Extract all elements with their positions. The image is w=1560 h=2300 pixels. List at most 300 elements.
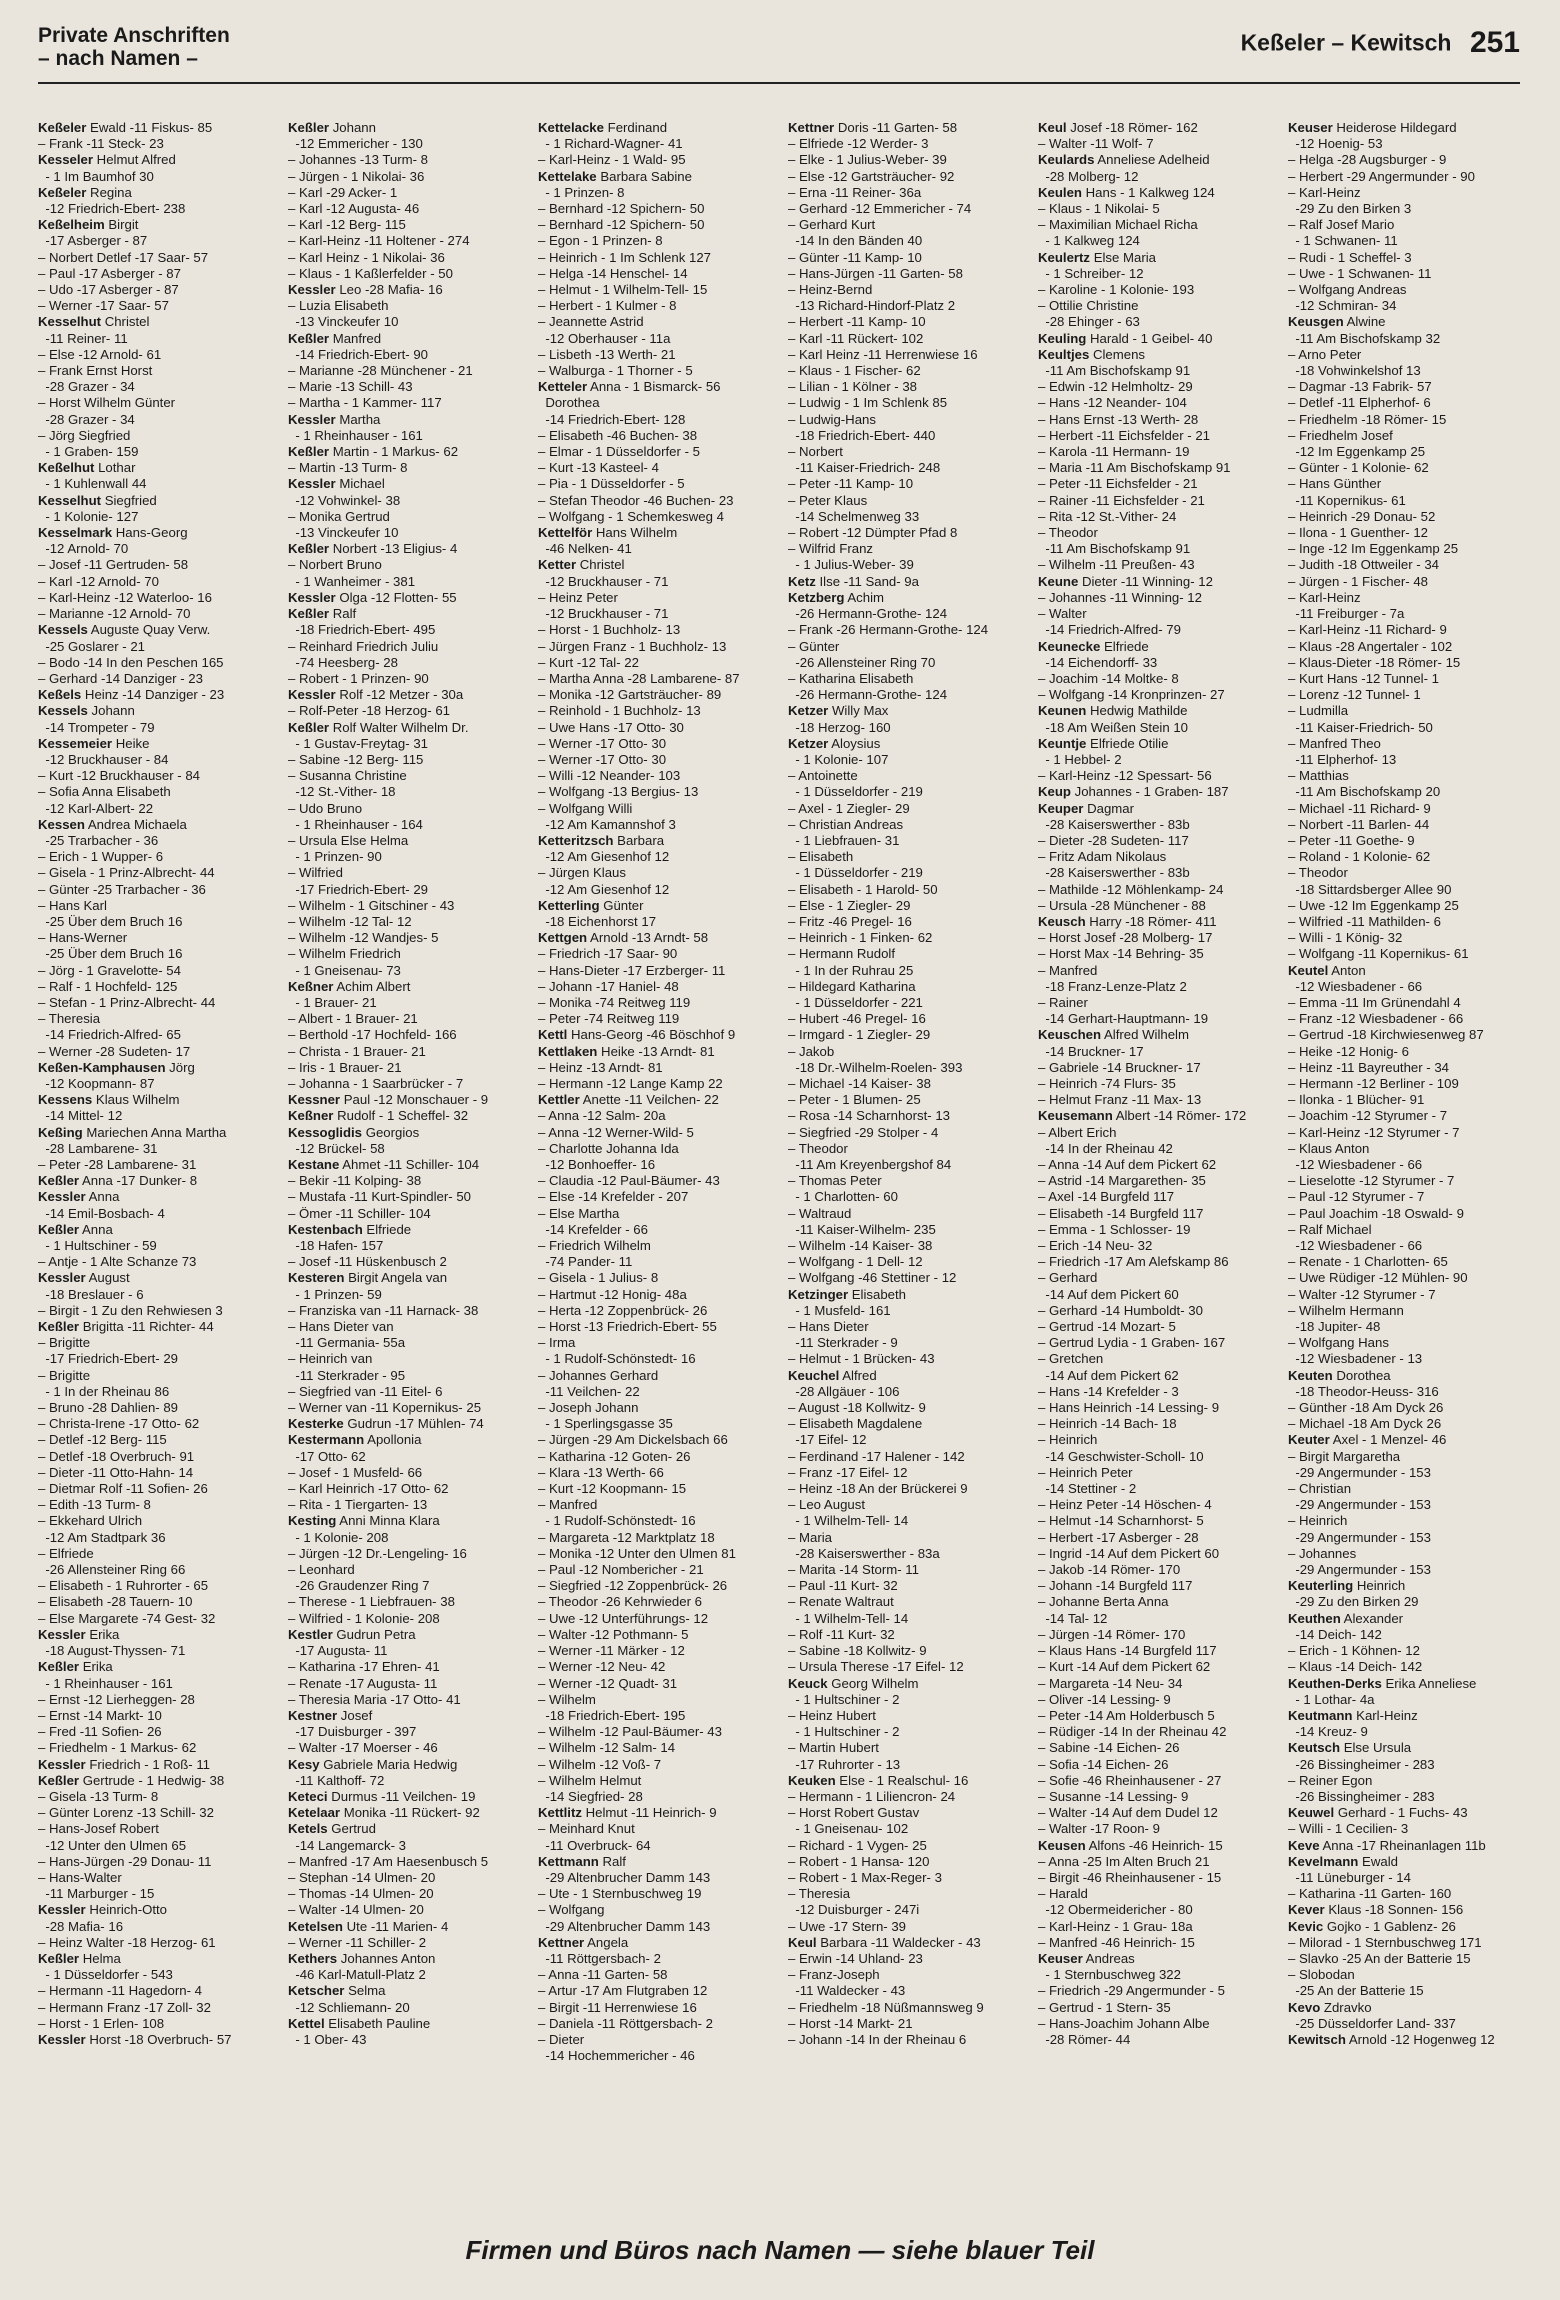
listing-entry — [538, 217, 770, 233]
listing-entry — [38, 152, 270, 168]
entry-text: Josef — [337, 1707, 373, 1723]
listing-entry — [1288, 1141, 1520, 1157]
listing-entry — [38, 1643, 270, 1659]
listing-entry — [1288, 1481, 1520, 1497]
entry-text: – Katharina -12 Goten- 26 — [538, 1448, 691, 1464]
listing-entry — [538, 1919, 770, 1935]
listing-entry — [288, 1141, 520, 1157]
entry-text: -74 Heesberg- 28 — [288, 654, 398, 670]
entry-text: – Rolf-Peter -18 Herzog- 61 — [288, 703, 450, 719]
listing-entry — [788, 233, 1020, 249]
listing-entry — [38, 784, 270, 800]
listing-entry — [788, 395, 1020, 411]
listing-entry — [538, 233, 770, 249]
entry-text: – Wilfried - 1 Kolonie- 208 — [288, 1610, 440, 1626]
listing-entry — [288, 979, 520, 995]
listing-entry — [788, 331, 1020, 347]
listing-entry — [288, 1368, 520, 1384]
listing-entry — [788, 849, 1020, 865]
entry-text: -46 Nelken- 41 — [538, 541, 632, 557]
listing-entry — [538, 363, 770, 379]
listing-entry — [1288, 2000, 1520, 2016]
listing-entry — [538, 752, 770, 768]
listing-entry — [1288, 1886, 1520, 1902]
listing-entry — [288, 379, 520, 395]
listing-entry — [288, 1546, 520, 1562]
listing-entry — [1288, 1789, 1520, 1805]
listing-entry — [38, 1027, 270, 1043]
listing-entry — [288, 1805, 520, 1821]
listing-entry — [538, 1303, 770, 1319]
entry-text: – Ekkehard Ulrich — [38, 1513, 143, 1529]
listing-entry — [538, 882, 770, 898]
surname: Ketter — [538, 557, 577, 573]
entry-text: – Anna -12 Werner-Wild- 5 — [538, 1124, 694, 1140]
listing-entry — [788, 1627, 1020, 1643]
surname: Keusen — [1038, 1837, 1086, 1853]
entry-text: – Friedhelm - 1 Markus- 62 — [38, 1740, 197, 1756]
listing-entry — [1038, 1384, 1270, 1400]
surname: Keuken — [788, 1772, 836, 1788]
entry-text: – Jürgen Klaus — [538, 865, 626, 881]
entry-text: – Werner -11 Märker - 12 — [538, 1643, 685, 1659]
listing-entry — [538, 671, 770, 687]
listing-entry — [538, 1270, 770, 1286]
listing-entry — [788, 1173, 1020, 1189]
entry-text: – Reinhard Friedrich Juliu — [288, 638, 439, 654]
listing-entry — [538, 1400, 770, 1416]
entry-text: – Hermann -12 Berliner - 109 — [1288, 1075, 1459, 1091]
entry-text: Heiderose Hildegard — [1332, 120, 1457, 135]
listing-entry — [538, 1983, 770, 1999]
listing-entry — [538, 1076, 770, 1092]
surname: Keuntje — [1038, 735, 1087, 751]
surname: Kessler — [288, 476, 336, 492]
listing-entry — [538, 1465, 770, 1481]
entry-text: – Sabine -18 Kollwitz- 9 — [788, 1643, 927, 1659]
listing-entry — [38, 136, 270, 152]
entry-text: Angela — [584, 1934, 629, 1950]
entry-text: – Hermann Franz -17 Zoll- 32 — [38, 1999, 211, 2015]
entry-text: -18 Theodor-Heuss- 316 — [1288, 1383, 1439, 1399]
listing-entry — [288, 1465, 520, 1481]
listing-entry — [1038, 1449, 1270, 1465]
listing-entry — [538, 2032, 770, 2048]
surname: Keßelheim — [38, 217, 105, 233]
entry-text: -26 Graudenzer Ring 7 — [288, 1578, 430, 1594]
entry-text: – Rolf -11 Kurt- 32 — [788, 1626, 895, 1642]
surname: Kessner — [288, 1092, 341, 1108]
listing-entry — [38, 1805, 270, 1821]
listing-entry — [538, 1562, 770, 1578]
listing-entry — [1038, 574, 1270, 590]
entry-text: – Renate - 1 Charlotten- 65 — [1288, 1254, 1448, 1270]
listing-entry — [788, 898, 1020, 914]
listing-entry — [788, 314, 1020, 330]
listing-entry — [788, 1692, 1020, 1708]
listing-entry — [288, 217, 520, 233]
listing-entry — [788, 1951, 1020, 1967]
entry-text: -18 Jupiter- 48 — [1288, 1319, 1381, 1335]
listing-entry — [788, 1416, 1020, 1432]
entry-text: – Werner -17 Saar- 57 — [38, 298, 169, 314]
entry-text: -29 Zu den Birken 29 — [1288, 1594, 1419, 1610]
listing-entry — [538, 1481, 770, 1497]
entry-text: -12 Schliemann- 20 — [288, 1999, 410, 2015]
entry-text: - 1 Im Baumhof 30 — [38, 168, 154, 184]
column-5 — [1038, 120, 1270, 2200]
entry-text: – Klaus -28 Angertaler - 102 — [1288, 638, 1453, 654]
entry-text: – Stefan - 1 Prinz-Albrecht- 44 — [38, 994, 216, 1010]
listing-entry — [538, 720, 770, 736]
listing-entry — [538, 1513, 770, 1529]
surname: Kestenbach — [288, 1221, 363, 1237]
listing-entry — [38, 1773, 270, 1789]
listing-entry — [788, 185, 1020, 201]
listing-entry — [1288, 557, 1520, 573]
entry-text: -29 Angermunder - 153 — [1288, 1562, 1431, 1578]
entry-text: – Manfred -17 Am Haesenbusch 5 — [288, 1853, 489, 1869]
entry-text: – Michael -14 Kaiser- 38 — [788, 1075, 931, 1091]
listing-entry — [788, 557, 1020, 573]
entry-text: – Horst Wilhelm Günter — [38, 395, 176, 411]
entry-text: – Heinrich — [1038, 1432, 1098, 1448]
entry-text: -25 Über dem Bruch 16 — [38, 913, 183, 929]
entry-text: – Friedhelm -18 Nüßmannsweg 9 — [788, 1999, 984, 2015]
surname: Kestane — [288, 1157, 340, 1172]
entry-text: Ralf — [598, 1853, 626, 1869]
entry-text: – Lisbeth -13 Werth- 21 — [538, 346, 676, 362]
listing-entry — [1288, 1027, 1520, 1043]
listing-entry — [1288, 784, 1520, 800]
entry-text: - 1 Kalkweg 124 — [1038, 233, 1140, 249]
surname: Kettelacke — [538, 120, 604, 135]
entry-text: Hans Wilhelm — [592, 525, 678, 541]
entry-text: – Rainer — [1038, 994, 1088, 1010]
entry-text: Dorothea — [538, 395, 600, 411]
listing-entry — [1288, 1821, 1520, 1837]
listing-entry — [788, 1011, 1020, 1027]
listing-entry — [538, 1530, 770, 1546]
listing-entry — [1288, 1238, 1520, 1254]
listing-entry — [788, 930, 1020, 946]
entry-text: - 1 Lothar- 4a — [1288, 1691, 1375, 1707]
listing-entry — [1038, 1546, 1270, 1562]
listing-entry — [38, 1141, 270, 1157]
listing-entry — [538, 801, 770, 817]
listing-entry — [38, 493, 270, 509]
surname: Kessler — [38, 2031, 86, 2047]
entry-text: – Johann -14 Burgfeld 117 — [1038, 1578, 1193, 1594]
entry-text: – Uwe -12 Unterführungs- 12 — [538, 1610, 709, 1626]
entry-text: – Uwe Rüdiger -12 Mühlen- 90 — [1288, 1270, 1468, 1286]
entry-text: – Ute - 1 Sternbuschweg 19 — [538, 1886, 702, 1902]
entry-text: – Joseph Johann — [538, 1400, 639, 1416]
listing-entry — [1288, 833, 1520, 849]
listing-entry — [38, 1676, 270, 1692]
entry-text: – Hans-Werner — [38, 930, 128, 946]
entry-text: – Walter -17 Moerser - 46 — [288, 1740, 438, 1756]
listing-entry — [288, 1335, 520, 1351]
header-range-block — [1241, 26, 1520, 60]
listing-entry — [1038, 1643, 1270, 1659]
entry-text: – Egon - 1 Prinzen- 8 — [538, 233, 663, 249]
listing-entry — [38, 2016, 270, 2032]
entry-text: Alfons -46 Heinrich- 15 — [1085, 1837, 1223, 1853]
entry-text: – Dietmar Rolf -11 Sofien- 26 — [38, 1481, 208, 1497]
surname: Keutmann — [1288, 1707, 1353, 1723]
entry-text: – Jakob — [788, 1043, 835, 1059]
entry-text: Johann — [87, 703, 135, 719]
listing-entry — [788, 768, 1020, 784]
surname: Keßler — [288, 541, 330, 557]
listing-entry — [38, 1465, 270, 1481]
listing-entry — [1288, 1497, 1520, 1513]
listing-entry — [788, 1513, 1020, 1529]
entry-text: Helmut Alfred — [93, 152, 176, 168]
entry-text: – Wolfgang - 1 Schemkesweg 4 — [538, 508, 724, 524]
entry-text: Harry -18 Römer- 411 — [1085, 913, 1217, 929]
listing-entry — [1288, 120, 1520, 136]
entry-text: -14 Emil-Bosbach- 4 — [38, 1205, 165, 1221]
entry-text: -11 Kalthoff- 72 — [288, 1772, 385, 1788]
listing-entry — [38, 2032, 270, 2048]
listing-entry — [288, 1578, 520, 1594]
listing-entry — [1288, 1838, 1520, 1854]
listing-entry — [538, 282, 770, 298]
listing-entry — [38, 1659, 270, 1675]
listing-entry — [1038, 2000, 1270, 2016]
listing-entry — [538, 1189, 770, 1205]
listing-entry — [1288, 671, 1520, 687]
listing-entry — [1038, 1805, 1270, 1821]
listing-entry — [1038, 833, 1270, 849]
surname: Keul — [1038, 120, 1067, 135]
listing-entry — [1288, 898, 1520, 914]
entry-text: – Gabriele -14 Bruckner- 17 — [1038, 1059, 1201, 1075]
surname: Kessler — [38, 1626, 86, 1642]
listing-entry — [1038, 995, 1270, 1011]
listing-entry — [38, 476, 270, 492]
entry-text: – Jürgen Franz - 1 Buchholz- 13 — [538, 638, 727, 654]
entry-text: – Friedrich -29 Angermunder - 5 — [1038, 1983, 1225, 1999]
listing-entry — [1038, 1206, 1270, 1222]
surname: Keuschen — [1038, 1027, 1102, 1043]
listing-entry — [538, 557, 770, 573]
entry-text: Gertrude - 1 Hedwig- 38 — [79, 1772, 225, 1788]
listing-entry — [538, 1724, 770, 1740]
entry-text: Manfred — [329, 330, 382, 346]
entry-text: – Elisabeth — [788, 849, 854, 865]
surname: Ketels — [288, 1821, 328, 1837]
entry-text: - 1 Rheinhauser - 164 — [288, 816, 423, 832]
listing-entry — [1288, 1757, 1520, 1773]
entry-text: – Paul -17 Asberger - 87 — [38, 265, 181, 281]
listing-entry — [538, 1092, 770, 1108]
listing-entry — [288, 525, 520, 541]
listing-entry — [1038, 476, 1270, 492]
listing-entry — [288, 606, 520, 622]
listing-entry — [538, 1935, 770, 1951]
listing-entry — [288, 460, 520, 476]
entry-text: – Dieter -11 Otto-Hahn- 14 — [38, 1464, 194, 1480]
entry-text: – Manfred -46 Heinrich- 15 — [1038, 1934, 1195, 1950]
entry-text: -11 Am Bischofskamp 32 — [1288, 330, 1441, 346]
entry-text: Anna -17 Rheinanlagen 11b — [1319, 1837, 1486, 1853]
listing-entry — [1038, 266, 1270, 282]
entry-text: -12 Wiesbadener - 66 — [1288, 978, 1423, 994]
entry-text: – Gerhard -14 Humboldt- 30 — [1038, 1302, 1203, 1318]
listing-entry — [288, 1724, 520, 1740]
entry-text: – Hans-Josef Robert — [38, 1821, 159, 1837]
entry-text: – Rudi - 1 Scheffel- 3 — [1288, 249, 1412, 265]
entry-text: – Detlef -18 Overbruch- 91 — [38, 1448, 195, 1464]
entry-text: Brigitta -11 Richter- 44 — [79, 1319, 214, 1335]
listing-entry — [538, 639, 770, 655]
surname: Ketzberg — [788, 589, 845, 605]
entry-text: – Uwe -17 Stern- 39 — [788, 1918, 907, 1934]
entry-text: -18 Herzog- 160 — [788, 719, 891, 735]
entry-text: – Hans Dieter — [788, 1319, 869, 1335]
entry-text: Arnold -12 Hogenweg 12 — [1345, 2031, 1495, 2047]
entry-text: -29 Zu den Birken 3 — [1288, 201, 1412, 217]
entry-text: – Helga -28 Augsburger - 9 — [1288, 152, 1447, 168]
listing-entry — [788, 266, 1020, 282]
listing-entry — [1288, 817, 1520, 833]
listing-entry — [38, 979, 270, 995]
surname: Ketzinger — [788, 1286, 849, 1302]
listing-entry — [1288, 1222, 1520, 1238]
entry-text: – Paul Joachim -18 Oswald- 9 — [1288, 1205, 1464, 1221]
listing-entry — [538, 1432, 770, 1448]
entry-text: – Uwe -12 Im Eggenkamp 25 — [1288, 897, 1459, 913]
entry-text: – Walter — [1038, 606, 1087, 622]
listing-entry — [538, 655, 770, 671]
surname: Kesseler — [38, 152, 93, 168]
listing-entry — [1038, 1854, 1270, 1870]
entry-text: Else - 1 Realschul- 16 — [835, 1772, 969, 1788]
entry-text: – Else -14 Krefelder - 207 — [538, 1189, 689, 1205]
listing-entry — [538, 768, 770, 784]
listing-entry — [1288, 1189, 1520, 1205]
listing-entry — [788, 1530, 1020, 1546]
listing-entry — [288, 1773, 520, 1789]
listing-entry — [38, 541, 270, 557]
entry-text: – Walter -12 Styrumer - 7 — [1288, 1286, 1436, 1302]
entry-text: - 1 Düsseldorfer - 219 — [788, 865, 923, 881]
listing-entry — [538, 1854, 770, 1870]
entry-text: Heinz -14 Danziger - 23 — [81, 687, 225, 703]
listing-entry — [1288, 801, 1520, 817]
entry-text: - 1 Kuhlenwall 44 — [38, 476, 147, 492]
listing-entry — [288, 930, 520, 946]
listing-entry — [1038, 768, 1270, 784]
entry-text: – Detlef -11 Elpherhof- 6 — [1288, 395, 1431, 411]
surname: Keßler — [38, 1659, 80, 1675]
entry-text: – Ludwig - 1 Im Schlenk 85 — [788, 395, 948, 411]
listing-entry — [1038, 1076, 1270, 1092]
listing-entry — [538, 2048, 770, 2064]
entry-text: – Michael -18 Am Dyck 26 — [1288, 1416, 1442, 1432]
surname: Kessels — [38, 703, 88, 719]
entry-text: Barbara -11 Waldecker - 43 — [816, 1934, 981, 1950]
entry-text: Harald - 1 Geibel- 40 — [1086, 330, 1213, 346]
listing-entry — [538, 2000, 770, 2016]
listing-entry — [1038, 963, 1270, 979]
listing-entry — [788, 1189, 1020, 1205]
listing-entry — [38, 1108, 270, 1124]
entry-text: – Kurt -12 Koopmann- 15 — [538, 1481, 687, 1497]
listing-entry — [1038, 1578, 1270, 1594]
entry-text: -12 Am Giesenhof 12 — [538, 849, 670, 865]
entry-text: Zdravko — [1320, 1999, 1372, 2015]
listing-entry — [788, 444, 1020, 460]
entry-text: – Robert - 1 Max-Reger- 3 — [788, 1869, 942, 1885]
listing-entry — [788, 1287, 1020, 1303]
entry-text: -18 Franz-Lenze-Platz 2 — [1038, 978, 1187, 994]
surname: Keßner — [288, 1108, 334, 1124]
entry-text: Hans - 1 Kalkweg 124 — [1081, 184, 1215, 200]
entry-text: - 1 Schreiber- 12 — [1038, 265, 1144, 281]
listing-entry — [1038, 395, 1270, 411]
entry-text: – Richard - 1 Vygen- 25 — [788, 1837, 927, 1853]
surname: Kettelför — [538, 525, 593, 541]
entry-text: – Christa - 1 Brauer- 21 — [288, 1043, 426, 1059]
listing-entry — [1038, 1724, 1270, 1740]
surname: Keuper — [1038, 800, 1084, 816]
listing-entry — [38, 1303, 270, 1319]
listing-entry — [1288, 606, 1520, 622]
listing-entry — [38, 1838, 270, 1854]
entry-text: – Frank Ernst Horst — [38, 363, 153, 379]
entry-text: Erika — [85, 1626, 120, 1642]
listing-entry — [1038, 363, 1270, 379]
entry-text: - 1 Hultschiner - 2 — [788, 1691, 900, 1707]
entry-text: – Elke - 1 Julius-Weber- 39 — [788, 152, 947, 168]
listing-entry — [1288, 1692, 1520, 1708]
entry-text: -14 Tal- 12 — [1038, 1610, 1108, 1626]
listing-entry — [288, 1400, 520, 1416]
listing-entry — [1038, 1351, 1270, 1367]
listing-entry — [38, 557, 270, 573]
entry-text: – Franz -17 Eifel- 12 — [788, 1464, 908, 1480]
surname: Kewitsch — [1288, 2031, 1346, 2047]
listing-entry — [1288, 622, 1520, 638]
entry-text: -28 Grazer - 34 — [38, 411, 135, 427]
surname: Keßler — [288, 606, 330, 622]
entry-text: – Hans-Jürgen -29 Donau- 11 — [38, 1853, 212, 1869]
listing-entry — [1038, 1303, 1270, 1319]
entry-text: Christel — [101, 314, 150, 330]
entry-text: – Christian — [1288, 1481, 1352, 1497]
entry-text: – Friedrich -17 Saar- 90 — [538, 946, 678, 962]
listing-entry — [788, 1724, 1020, 1740]
listing-entry — [38, 1967, 270, 1983]
listing-entry — [788, 963, 1020, 979]
surname: Kettner — [788, 120, 835, 135]
entry-text: – Jeannette Astrid — [538, 314, 644, 330]
listing-entry — [288, 1157, 520, 1173]
entry-text: -14 Gerhart-Hauptmann- 19 — [1038, 1011, 1209, 1027]
listing-entry — [1288, 995, 1520, 1011]
listing-entry — [1288, 266, 1520, 282]
listing-entry — [1038, 1011, 1270, 1027]
listing-entry — [38, 509, 270, 525]
surname: Keulen — [1038, 184, 1082, 200]
listing-entry — [788, 1206, 1020, 1222]
listing-entry — [38, 1125, 270, 1141]
listing-entry — [1038, 1821, 1270, 1837]
